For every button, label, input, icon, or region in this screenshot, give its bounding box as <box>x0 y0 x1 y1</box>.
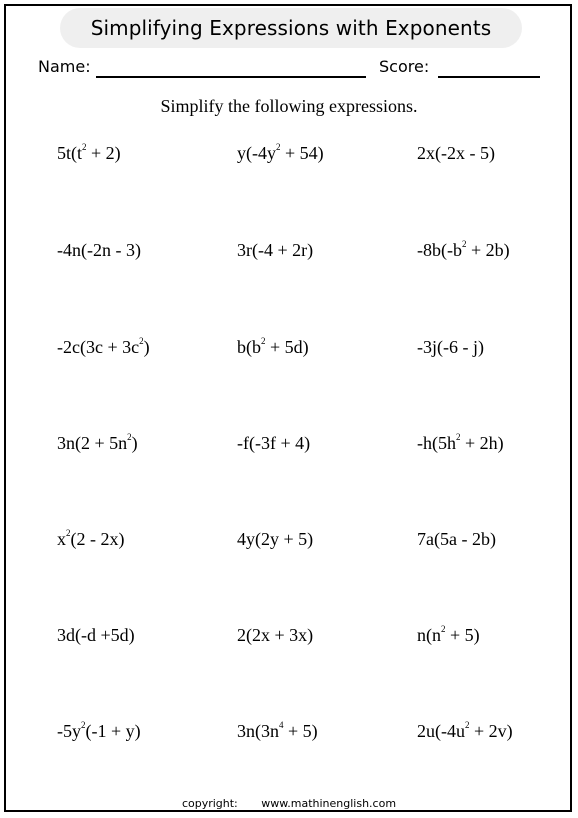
problem-expression <box>237 625 313 646</box>
problem-expression <box>237 143 324 164</box>
score-field-line[interactable] <box>438 76 540 78</box>
expression-text: y(-4y <box>237 143 276 163</box>
exponent: 2 <box>81 720 86 730</box>
exponent: 2 <box>82 142 87 152</box>
footer <box>0 797 578 810</box>
exponent: 2 <box>276 142 281 152</box>
expression-text: 4y(2y + 5) <box>237 529 314 549</box>
expression-text: -8b(-b <box>417 240 462 260</box>
expression-text: 5t(t <box>57 143 82 163</box>
name-score-row <box>38 57 542 83</box>
problem-expression <box>57 240 141 261</box>
expression-text: 3r(-4 + 2r) <box>237 240 314 260</box>
name-field-line[interactable] <box>96 76 366 78</box>
expression-text: + 2v) <box>469 721 513 741</box>
website-link[interactable]: www.mathinenglish.com <box>261 797 397 810</box>
expression-text: -f(-3f + 4) <box>237 433 311 453</box>
problem-expression <box>57 433 138 454</box>
expression-text: -h(5h <box>417 433 456 453</box>
exponent: 2 <box>465 720 470 730</box>
expression-text: b(b <box>237 337 261 357</box>
problem-expression <box>417 721 513 742</box>
problem-expression <box>57 625 135 646</box>
problem-expression <box>57 721 141 742</box>
expression-text: n(n <box>417 625 441 645</box>
expression-text: + 5) <box>283 721 318 741</box>
expression-text: 2x(-2x - 5) <box>417 143 495 163</box>
problem-expression <box>57 143 121 164</box>
worksheet-title: Simplifying Expressions with Exponents <box>60 8 522 48</box>
exponent: 2 <box>127 432 132 442</box>
problem-expression <box>237 529 313 550</box>
problem-expression <box>237 433 310 454</box>
problem-expression <box>417 143 495 164</box>
name-label: Name: <box>38 57 91 76</box>
expression-text: -3j(-6 - j) <box>417 337 484 357</box>
expression-text: 7a(5a - 2b) <box>417 529 496 549</box>
problem-expression <box>57 337 150 358</box>
problem-expression <box>237 240 313 261</box>
expression-text: ) <box>143 337 150 357</box>
expression-text: -4n(-2n - 3) <box>57 240 141 260</box>
expression-text: 2u(-4u <box>417 721 465 741</box>
expression-text: 3n(3n <box>237 721 279 741</box>
expression-text: 2(2x + 3x) <box>237 625 314 645</box>
expression-text: (-1 + y) <box>85 721 141 741</box>
expression-text: (2 - 2x) <box>70 529 125 549</box>
expression-text: + 2b) <box>466 240 510 260</box>
problem-expression <box>237 337 309 358</box>
problem-expression <box>237 721 318 742</box>
expression-text: + 5) <box>445 625 480 645</box>
problem-expression <box>417 433 504 454</box>
problem-expression <box>417 529 496 550</box>
exponent: 2 <box>261 336 266 346</box>
problem-expression <box>417 625 480 646</box>
expression-text: x <box>57 529 66 549</box>
exponent: 2 <box>66 528 71 538</box>
instructions: Simplify the following expressions. <box>160 96 418 116</box>
copyright-label: copyright: <box>181 797 238 810</box>
expression-text: + 2) <box>86 143 121 163</box>
exponent: 2 <box>461 239 467 249</box>
problem-expression <box>57 529 124 550</box>
exponent: 2 <box>441 624 446 634</box>
page-frame <box>4 4 572 812</box>
expression-text: -2c(3c + 3c <box>57 337 140 357</box>
expression-text: -5y <box>57 721 81 741</box>
score-label: Score: <box>379 57 430 76</box>
expression-text: + 5d) <box>265 337 309 357</box>
expression-text: + 54) <box>280 143 324 163</box>
exponent: 4 <box>279 720 284 730</box>
problem-expression <box>417 337 484 358</box>
expression-text: + 2h) <box>460 433 504 453</box>
expression-text: 3d(-d +5d) <box>57 625 135 645</box>
exponent: 2 <box>139 336 144 346</box>
expression-text: 3n(2 + 5n <box>57 433 128 453</box>
problem-expression <box>417 240 510 261</box>
exponent: 2 <box>456 432 461 442</box>
expression-text: ) <box>131 433 138 453</box>
